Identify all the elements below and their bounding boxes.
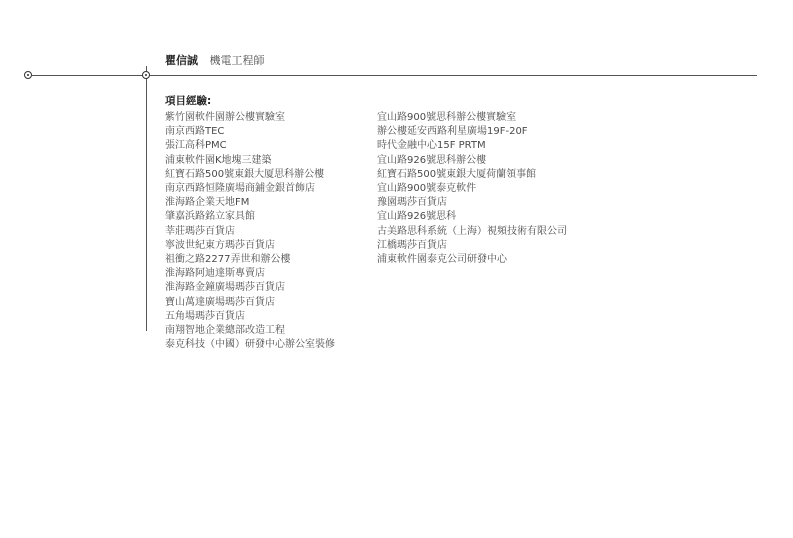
list-item: 寶山萬達廣場瑪莎百貨店 (165, 296, 275, 308)
vertical-divider (146, 66, 147, 331)
list-item: 紅寶石路500號東銀大厦思科辦公樓 (165, 168, 325, 180)
list-item: 寧波世紀東方瑪莎百貨店 (165, 239, 275, 251)
list-item: 莘莊瑪莎百貨店 (165, 225, 235, 237)
list-item: 浦東軟件園泰克公司研發中心 (377, 254, 507, 266)
person-role: 機電工程師 (209, 54, 265, 67)
list-item: 宜山路926號思科辦公樓 (377, 154, 487, 166)
circle-marker-icon (142, 71, 150, 79)
project-list-right (377, 111, 567, 267)
list-item: 淮海路阿迪達斯專賣店 (165, 268, 265, 280)
list-item: 張江高科PMC (165, 140, 227, 152)
list-item: 豫園瑪莎百貨店 (377, 197, 447, 209)
list-item: 辦公樓延安西路利星廣場19F-20F (377, 126, 528, 138)
project-list-left (165, 111, 335, 352)
list-item: 紫竹園軟件園辦公樓實驗室 (165, 112, 285, 123)
horizontal-divider (32, 75, 757, 76)
section-title: 項目經驗: (165, 95, 212, 107)
list-item: 南京西路恒隆廣場商鋪金銀首飾店 (165, 183, 315, 195)
list-item: 肇嘉浜路銘立家具館 (165, 211, 255, 223)
list-item: 浦東軟件園K地塊三建築 (165, 154, 272, 166)
list-item: 古美路思科系統（上海）視頻技術有限公司 (377, 225, 567, 237)
circle-marker-icon (24, 71, 32, 79)
list-item: 淮海路企業天地FM (165, 197, 250, 209)
list-item: 淮海路金鐘廣場瑪莎百貨店 (165, 282, 285, 294)
list-item: 宜山路900號泰克軟件 (377, 183, 477, 195)
list-item: 南翔智地企業總部改造工程 (165, 325, 285, 337)
list-item: 泰克科技（中國）研發中心辦公室裝修 (165, 339, 335, 351)
list-item: 祖衝之路2277弄世和辦公樓 (165, 254, 291, 266)
list-item: 五角場瑪莎百貨店 (165, 310, 245, 322)
list-item: 紅寶石路500號東銀大厦荷蘭領事館 (377, 168, 537, 180)
person-name: 瞿信誠 (165, 54, 198, 67)
list-item: 宜山路900號思科辦公樓實驗室 (377, 112, 517, 123)
page-header (165, 54, 265, 68)
list-item: 江橋瑪莎百貨店 (377, 239, 447, 251)
list-item: 時代金融中心15F PRTM (377, 140, 486, 152)
list-item: 宜山路926號思科 (377, 211, 457, 223)
list-item: 南京西路TEC (165, 126, 225, 138)
